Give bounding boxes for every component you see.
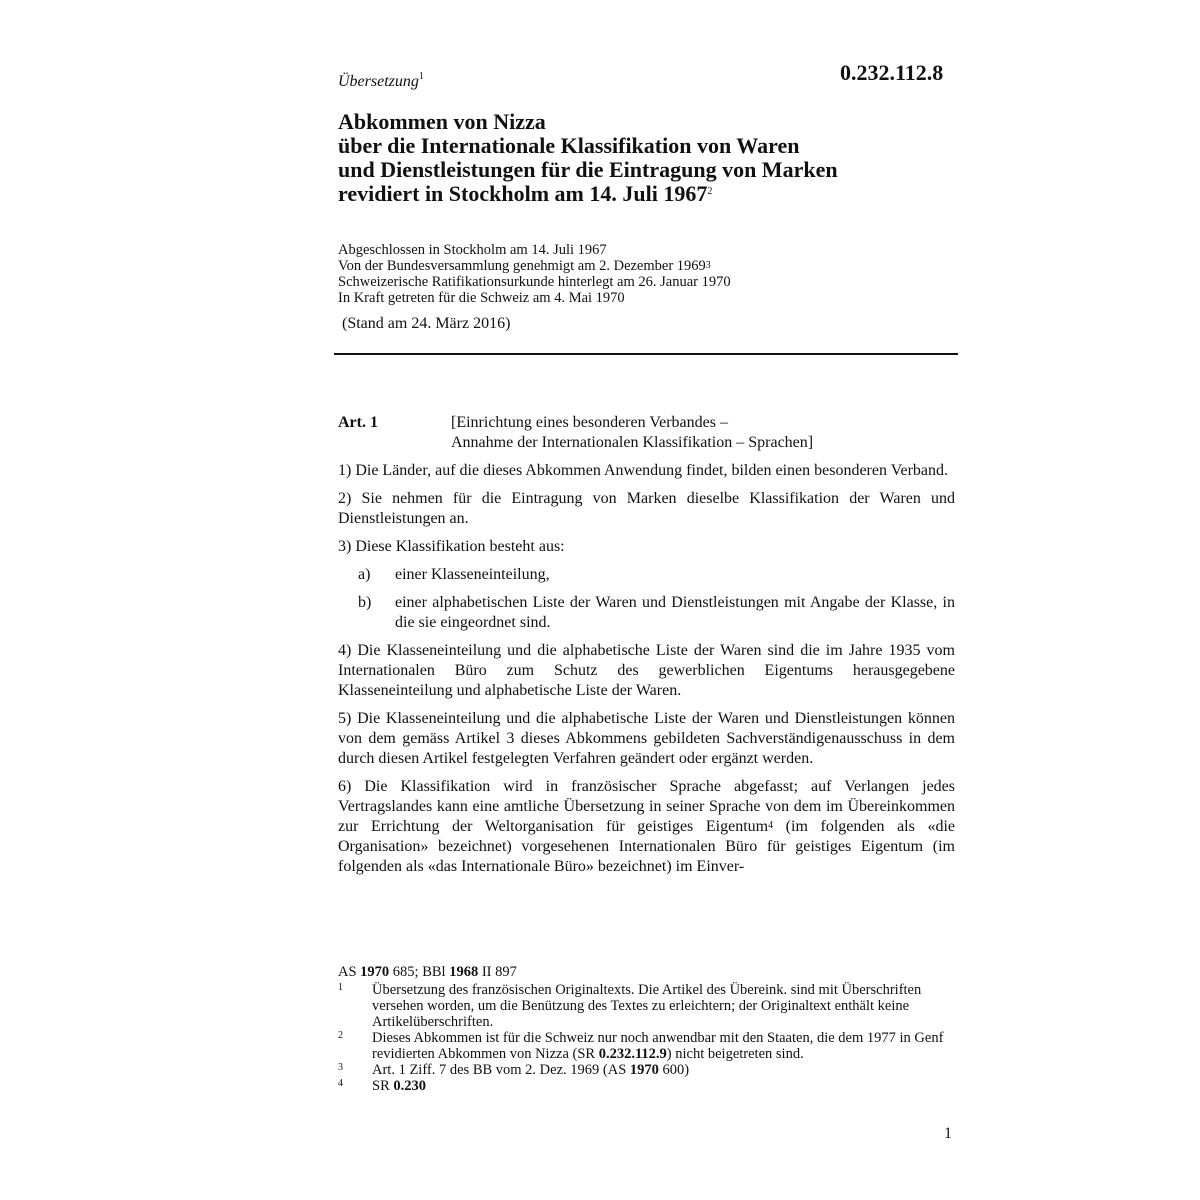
title-line: revidiert in Stockholm am 14. Juli 1967$^2$ [338, 181, 713, 206]
approval-date: Von der Bundesversammlung genehmigt am 2. Dezember 1969$^3$ [338, 258, 711, 274]
article-body [338, 461, 955, 885]
footnotes [338, 964, 955, 1094]
title-line: Abkommen von Nizza [338, 109, 546, 134]
document-title [338, 110, 958, 206]
footnote-2: 2 Dieses Abkommen ist für die Schweiz nur noch anwendbar mit den Staaten, die dem 1977 in Genf revidierten Abkommen von Nizza (SR 0.232.112.9) nicht beigetreten sind. [338, 1030, 944, 1062]
list-item-letter: b) [358, 594, 372, 611]
list-item-letter: a) [358, 566, 371, 583]
translation-label: Übersetzung$^1$ [338, 71, 424, 90]
sr-number: 0.232.112.8 [840, 60, 944, 85]
page-number: 1 [944, 1125, 952, 1142]
list-item-text: einer alphabetischen Liste der Waren und Dienstleistungen mit Angabe der Klasse, in die sie eingeordnet sind. [395, 594, 955, 631]
footnote-3: 3 Art. 1 Ziff. 7 des BB vom 2. Dez. 1969 (AS 1970 600) [338, 1062, 690, 1078]
list-item [338, 565, 955, 585]
footnote-4: 4 SR 0.230 [338, 1078, 426, 1094]
title-line: und Dienstleistungen für die Eintragung von Marken [338, 157, 838, 182]
ratification-date: Schweizerische Ratifikationsurkunde hinterlegt am 26. Januar 1970 [338, 274, 731, 290]
footnote-ref-4[interactable]: 4 [768, 820, 774, 831]
article-subject-line: [Einrichtung eines besonderen Verbandes – [451, 414, 728, 431]
concluded-date: Abgeschlossen in Stockholm am 14. Juli 1967 [338, 242, 607, 258]
entry-into-force-date: In Kraft getreten für die Schweiz am 4. Mai 1970 [338, 290, 625, 306]
header-divider [334, 353, 958, 355]
footnote-ref-3[interactable]: 3 [705, 260, 711, 271]
paragraph: 6) Die Klassifikation wird in französischer Sprache abgefasst; auf Verlangen jedes Vertragslandes kann eine amtliche Übersetzung in seiner Sprache von dem im Übereinkommen zur Errichtung der Weltorganisation für geistiges Eigentum$^4$ (im folgenden als «die Organisation» bezeichnet) vorgesehenen Internationalen Büro für geistiges Eigentum (im folgenden als «das Internationale Büro» bezeichnet) im Einver- [338, 778, 955, 875]
list-item-text: einer Klasseneinteilung, [395, 566, 550, 583]
paragraph: 3) Diese Klassifikation besteht aus: [338, 538, 565, 555]
paragraph: 4) Die Klasseneinteilung und die alphabetische Liste der Waren sind die im Jahre 1935 vom Internationalen Büro zum Schutz des gewerblichen Eigentums herausgegebene Klasseneinteilung und alphabetische Liste der Waren. [338, 642, 955, 699]
document-metadata [338, 242, 731, 306]
official-collection-ref: AS 1970 685; BBl 1968 II 897 [338, 964, 517, 980]
title-line: über die Internationale Klassifikation von Waren [338, 133, 800, 158]
article-subject [451, 413, 813, 453]
status-date: (Stand am 24. März 2016) [342, 315, 511, 332]
footnote-ref-1[interactable]: 1 [418, 71, 424, 82]
article-number: Art. 1 [338, 414, 378, 431]
paragraph: 2) Sie nehmen für die Eintragung von Marken dieselbe Klassifikation der Waren und Dienstleistungen an. [338, 490, 955, 527]
paragraph: 5) Die Klasseneinteilung und die alphabetische Liste der Waren und Dienstleistungen können von dem gemäss Artikel 3 dieses Abkommens gebildeten Sachverständigenausschuss in dem durch diesen Artikel festgelegten Verfahren geändert oder ergänzt werden. [338, 710, 955, 767]
article-subject-line: Annahme der Internationalen Klassifikation – Sprachen] [451, 434, 814, 451]
list-item [338, 593, 955, 633]
footnote-ref-2[interactable]: 2 [707, 186, 713, 197]
footnote-1: 1 Übersetzung des französischen Originaltexts. Die Artikel des Übereink. sind mit Überschriften versehen worden, um die Benützung des Textes zu erleichtern; der Originaltext enthält keine Artikelüberschriften. [338, 982, 922, 1030]
paragraph: 1) Die Länder, auf die dieses Abkommen Anwendung findet, bilden einen besonderen Verband. [338, 462, 949, 479]
